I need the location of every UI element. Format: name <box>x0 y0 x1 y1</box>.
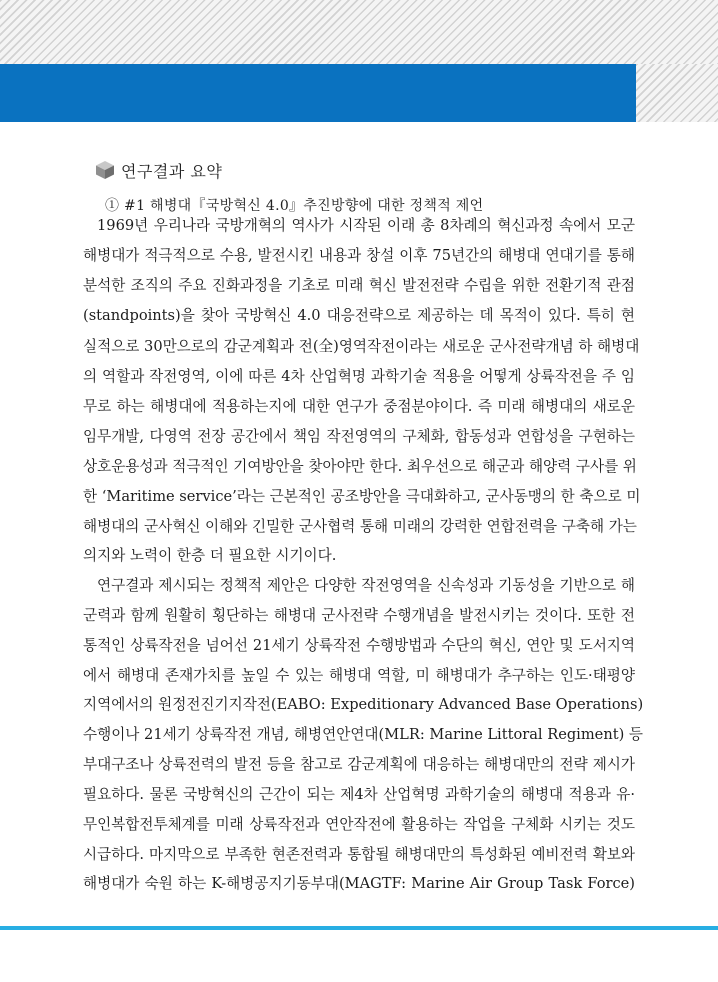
section-title: 연구결과 요약 <box>121 161 223 181</box>
paragraph-2-line: 필요하다. 물론 국방혁신의 근간이 되는 제4차 산업혁명 과학기술의 해병대 적용과 유· <box>83 786 635 803</box>
paragraph-2-line: 시급하다. 마지막으로 부족한 현존전력과 통합될 해병대만의 특성화된 예비전력 확보와 <box>83 846 635 863</box>
paragraph-1-line: 의지와 노력이 한층 더 필요한 시기이다. <box>83 547 337 564</box>
paragraph-2-line: 부대구조나 상륙전력의 발전 등을 참고로 감군계획에 대응하는 해병대만의 전략 제시가 <box>83 756 635 773</box>
paragraph-1-line: 무로 하는 해병대에 적용하는지에 대한 연구가 중점분야이다. 즉 미래 해병대의 새로운 <box>83 398 635 415</box>
paragraph-2-line: 지역에서의 원정전진기지작전(EABO: Expeditionary Advanced Base Operations) <box>83 696 644 713</box>
paragraph-1-line: 한 ‘Maritime service’라는 근본적인 공조방안을 극대화하고, 군사동맹의 한 축으로 미 <box>83 488 641 505</box>
footer-rule <box>0 926 718 930</box>
header-hatch-pattern <box>0 0 718 64</box>
paragraph-2-line: 에서 해병대 존재가치를 높일 수 있는 해병대 역할, 미 해병대가 추구하는 인도·태평양 <box>83 667 635 684</box>
paragraph-2-line: 통적인 상륙작전을 넘어선 21세기 상륙작전 수행방법과 수단의 혁신, 연안 및 도서지역 <box>83 637 635 654</box>
paragraph-2-line: 무인복합전투체계를 미래 상륙작전과 연안작전에 활용하는 작업을 구체화 시키는 것도 <box>83 816 635 833</box>
subheading: ① #1 해병대『국방혁신 4.0』추진방향에 대한 정책적 제언 <box>105 198 484 214</box>
paragraph-1-line: 임무개발, 다영역 전장 공간에서 책임 작전영역의 구체화, 합동성과 연합성을 구현하는 <box>83 428 635 445</box>
paragraph-1-line: 해병대의 군사혁신 이해와 긴밀한 군사협력 통해 미래의 강력한 연합전력을 구축해 가는 <box>83 518 637 535</box>
paragraph-2-line: 군력과 함께 원활히 횡단하는 해병대 군사전략 수행개념을 발전시키는 것이다. 또한 전 <box>83 607 635 624</box>
paragraph-1-line: 실적으로 30만으로의 감군계획과 전(全)영역작전이라는 새로운 군사전략개념 하 해병대 <box>83 338 640 355</box>
cube-icon <box>95 160 115 180</box>
paragraph-1-line: 분석한 조직의 주요 진화과정을 기초로 미래 혁신 발전전략 수립을 위한 전환기적 관점 <box>83 277 635 294</box>
paragraph-1-line: 상호운용성과 적극적인 기여방안을 찾아야만 한다. 최우선으로 해군과 해양력 구사를 위 <box>83 458 637 475</box>
paragraph-2-line: 해병대가 숙원 하는 K-해병공지기동부대(MAGTF: Marine Air Group Task Force) <box>83 875 635 892</box>
section-heading <box>95 158 222 182</box>
paragraph-1-line: 1969년 우리나라 국방개혁의 역사가 시작된 이래 총 8차례의 혁신과정 속에서 모군 <box>97 217 635 234</box>
paragraph-1-line: 의 역할과 작전영역, 이에 따른 4차 산업혁명 과학기술 적용을 어떻게 상륙작전을 주 임 <box>83 368 635 385</box>
header-blue-band <box>0 64 636 122</box>
paragraph-2-line: 연구결과 제시되는 정책적 제안은 다양한 작전영역을 신속성과 기동성을 기반으로 해 <box>97 577 635 594</box>
paragraph-2-line: 수행이나 21세기 상륙작전 개념, 해병연안연대(MLR: Marine Littoral Regiment) 등 <box>83 726 644 743</box>
paragraph-1-line: (standpoints)을 찾아 국방혁신 4.0 대응전략으로 제공하는 데 목적이 있다. 특히 현 <box>83 307 635 324</box>
header-hatch-side <box>636 64 718 122</box>
paragraph-1-line: 해병대가 적극적으로 수용, 발전시킨 내용과 창설 이후 75년간의 해병대 연대기를 통해 <box>83 247 635 264</box>
